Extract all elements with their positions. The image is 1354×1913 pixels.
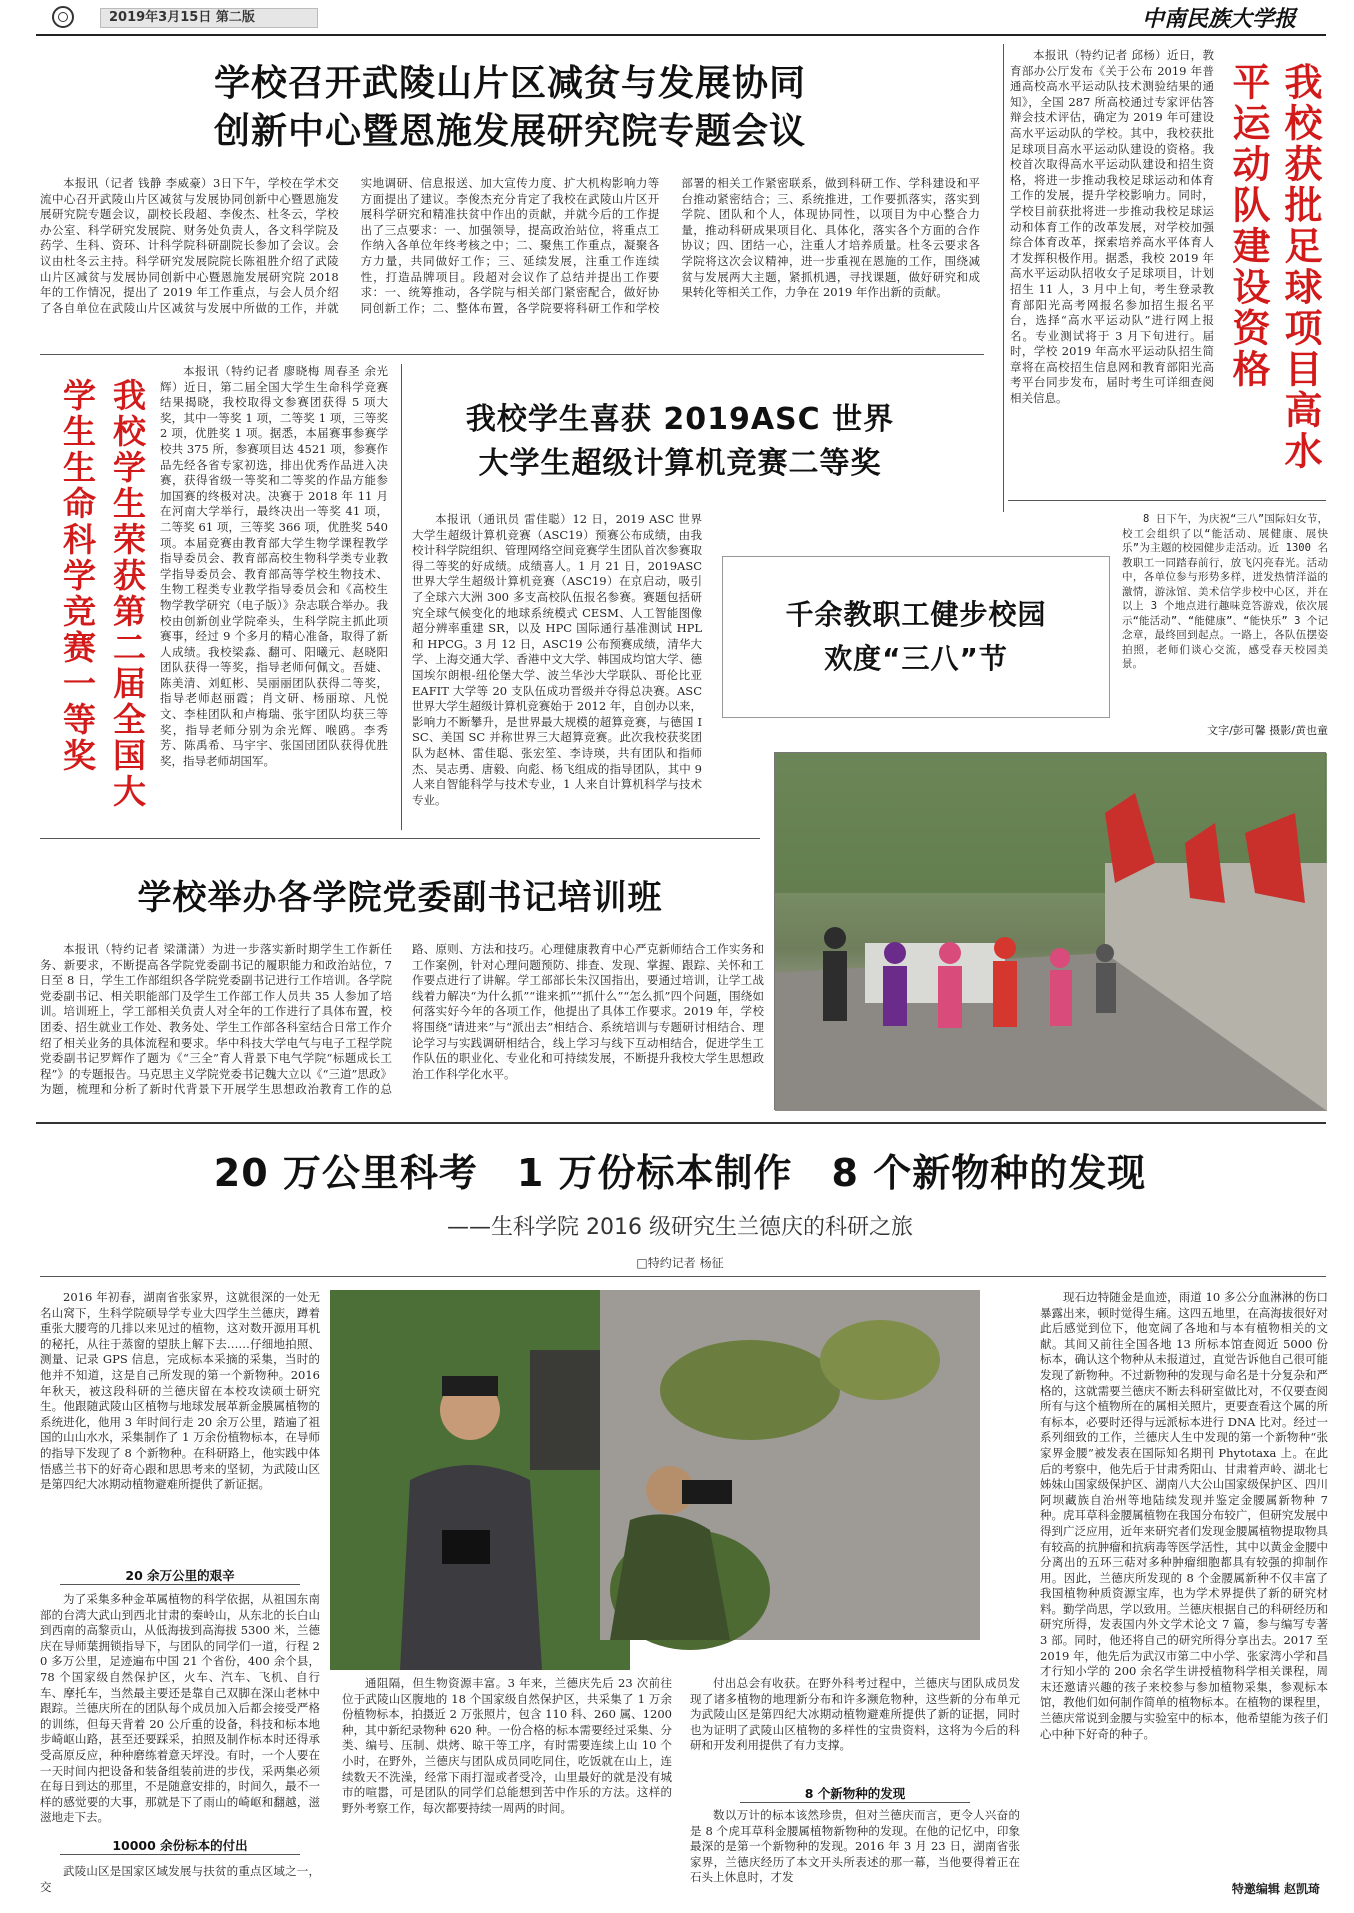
article3-body: 本报讯（特约记者 廖晓梅 周春圣 余光辉）近日，第二届全国大学生生命科学竞赛结果揭晓，我校取得文参赛团获得 5 项大奖，其中一等奖 1 项，二等奖 1 项，三等奖 2 项，优胜奖 1 项。据悉，本届赛事参赛学校共 375 所，参赛项目达 4521 项，参赛作品先经各省专家初选，排出优秀作品进入决赛，获得省级一等奖和二等奖的作品方能参加国赛的终极对决。决赛于 2018 年 11 月在河南大学举行，最终决出一等奖 41 项，二等奖 61 项，三等奖 366 项，优胜奖 540 项。本届竞赛由教育部大学生物学课程教学指导委员会、教育部高校生物科学类专业教学指导委员会、教育部高等学校生物技术、生物工程类专业教学指导委员会和《高校生物学教学研究（电子版）》杂志联合举办。我校由创新创业学院牵头，生科学院主抓此项赛事，经过 9 个多月的精心准备，取得了新人成绩。我校梁淼、翻可、阳曦元、赵晓阳团队获得一等奖，指导老师何佩文。吾婕、陈美清、刘虹彬、吴丽丽团队获得二等奖，指导老师赵丽霞；肖文研、杨丽琼、凡悦文、李桂团队和卢梅瑞、张宇团队均获三等奖，指导老师分别为余光辉、喉鸥。李秀芳、陈禹希、马宇宇、张国団团队获得优胜奖，指导老师胡国军。 xyxy=(160,364,388,768)
article4-title xyxy=(410,398,950,486)
article5-byline: 文字/彭可馨 摄影/黄也童 xyxy=(1207,724,1328,737)
article7-subhead-2: 10000 余份标本的付出 xyxy=(112,1838,248,1853)
article7-editor: 特邀编辑 赵凯琦 xyxy=(1231,1882,1320,1896)
divider-above-feature xyxy=(36,1122,1326,1124)
article7-col3-body: 付出总会有收获。在野外科考过程中，兰德庆与团队成员发现了诸多植物的地理新分布和许多濒危物种，这些新的分布单元为武陵山区是第四纪大冰期动植物避难所提供了新的证据，同时也为证明了武陵山区植物的多样性的宝贵资料，这将为今后的科研和开发利用提供了有力支撑。 xyxy=(690,1676,1020,1753)
divider-under-middle xyxy=(40,838,760,839)
article7-subhead-3: 8 个新物种的发现 xyxy=(804,1786,906,1801)
article7-subtitle: ——生科学院 2016 级研究生兰德庆的科研之旅 xyxy=(447,1215,913,1240)
article1-title-line1: 学校召开武陵山片区减贫与发展协同 xyxy=(213,63,806,104)
article7-byline: □特约记者 杨征 xyxy=(636,1256,724,1270)
masthead-rule xyxy=(36,34,1326,36)
paper-name: 中南民族大学报 xyxy=(1142,6,1297,32)
article2-title: 我校获批足球项目高水平运动队建设资格 xyxy=(1226,62,1322,472)
article7-col2-body: 通阻隔，但生物资源丰富。3 年来，兰德庆先后 23 次前往位于武陵山区腹地的 18 个国家级自然保护区，共采集了 1 万余份植物标本，拍摄近 2 万张照片，包含 110 科、260 属、1200 种，其中新纪录物种 620 种。一份合格的标本需要经过采集、分类、编号、压制、烘烤、晾干等工序，有时需要连续上山 10 个小时，在野外，兰德庆与团队成员同吃同住，吃饭就在山上，连续数天不洗澡，经常下雨打湿或者受冷，山里最好的就是没有城市的喧嚣，可是团队的同学们总能想到苦中作乐的方法。这样的野外考察工作，每次都要持续一周两的时间。 xyxy=(342,1676,672,1815)
researcher-portrait-illustration xyxy=(330,1290,630,1670)
article7-col1-body-b: 为了采集多种金革属植物的科学依据，从祖国东南部的台湾大武山到西北甘肃的秦岭山，从东北的长白山到西南的高黎贡山，从低海拔到高海拔 5300 米，兰德庆在导师葉拥锁指导下，与团队的同学们一道，行程 20 多万公里，足迹遍布中国 21 个省份，400 余个县，78 个国家级自然保护区，火车、汽车、飞机、自行车、摩托车，当然最主要还是靠自己双脚在深山老林中跟踪。兰德庆所在的团队每个成员加入后都会接受严格的训练，但每天背着 20 公斤重的设备，科技和标本地步崎岖山路，甚至还要踩采，拍照及制作标本时还得承受高原反应，种种磨练着意天坪没。有时，一个人要在一天时间内把设备和装备组装前进的步伐，采两集必须在每日到达的那里，不是随意安排的，时间久，最不一样的感觉要的大事，那就是下了雨山的崎岖和翻越，滋滋地走下去。 xyxy=(40,1592,320,1825)
divider-under-feature-head xyxy=(40,1276,1326,1277)
article6-title: 学校举办各学院党委副书记培训班 xyxy=(137,878,663,918)
article5-title-line2: 欢度“三八”节 xyxy=(824,642,1008,675)
school-emblem-icon xyxy=(52,6,74,28)
article5-photo xyxy=(774,752,1326,1110)
article7-col1-body: 2016 年初春，湖南省张家界，这就很深的一处无名山窝下，生科学院硕导学专业大四学生兰德庆，蹲着重张大腰弯的几排以来见过的植物，这对数开源用耳机的秘托，从往于蒸窗的望肤上解下去……仔细地拍照、测量、记录 GPS 信息，完成标本采摘的采集，当时的他并不知道，这是自己所发现的第一个新物种。2016 年秋天，被这段科研的兰德庆留在本校攻读硕士研究生。他跟随武陵山区植物与地球发展革新金膜属植物的系统进化，他用 3 年时间行走 20 余万公里，踏遍了祖国的山山水水，采集制作了 1 万余份植物标本，在导师的指导下发现了 8 个新物种。在科研路上，他实践中体悟感兰书下的好奇心跟和思思考来的坚韧，为武陵山区是第四纪大冰期动植物避难所提供了新证据。 xyxy=(40,1290,320,1492)
walkers-illustration xyxy=(775,753,1327,1111)
article4-title-line2: 大学生超级计算机竞赛二等奖 xyxy=(478,446,882,481)
article4-body: 本报讯（通讯员 雷佳聪）12 日，2019 ASC 世界大学生超级计算机竞赛（ASC19）预赛公布成绩，由我校计科学院组织、管理网络空间竞赛学生团队首次参赛取得二等奖的好成绩。成绩喜人。1 月 21 日，2019ASC 世界大学生超级计算机竞赛（ASC19）在京启动，吸引了全球六大洲 300 多支高校队伍报名参赛。赛题包括研究全球气候变化的地球系统模式 CESM、人工智能图像超分辨率重建 SR，以及 HPC 国际通行基准测试 HPL 和 HPCG。3 月 12 日，ASC19 公布预赛成绩，清华大学、上海交通大学、香港中文大学、韩国成均馆大学、德国埃尔朗根-纽伦堡大学、波兰华沙大学联队、哥伦比亚 EAFIT 大学等 20 支队伍成功晋级并夺得总决赛。ASC 世界大学生超级计算机竞赛始于 2012 年，自创办以来，影响力不断攀升，是世界最大规模的超算竞赛，与德国 ISC、美国 SC 并称世界三大超算竞赛。此次我校获奖团队为赵林、雷佳聪、张宏笙、李诗瑛，共有团队和指师杰、吴志勇、唐毅、向彪、杨飞组成的指导团队，其中 9 人来自智能科学与技术专业，1 人来自计算机科学与技术专业。 xyxy=(412,512,702,807)
divider-under-article2 xyxy=(1008,500,1326,501)
article1-body: 本报讯（记者 钱静 李威豪）3日下午，学校在学术交流中心召开武陵山片区减贫与发展协同创新中心暨恩施发展研究院专题会议，副校长段超、李俊杰、杜冬云，学校办公室、科学研究发展院、财务处负责人，各文科学院及药学、生科、资环、计科学院科研副院长参加了会议。会议由杜冬云主持。科学研究发展院院长陈祖胜介绍了武陵山片区减贫与发展协同创新中心暨恩施发展研究院 2018 年的工作情况，提出了 2019 年工作重点，与会人员介绍了各自单位在武陵山片区减贫与发展中所做的工作，并就实地调研、信息报送、加大宣传力度、扩大机构影响力等方面提出了建议。李俊杰充分肯定了我校在武陵山片区开展科学研究和精准扶贫中作出的贡献，并就今后的工作提出了三点要求：一、加强领导，提高政治站位，将重点工作纳入各单位年终考核之中；二、聚焦工作重点，凝聚各方力量，共同做好工作；三、延续发展，注重工作连续性，打造品牌项目。段超对会议作了总结并提出工作要求：一、统筹推动，各学院与相关部门紧密配合，做好协同创新工作；二、整体布置，各学院要将科研工作和学校部署的相关工作紧密联系，做到科研工作、学科建设和平台推动紧密结合；三、系统推进，工作要抓落实，落实到学院、团队和个人，体现协同性，以项目为中心整合力量，推动科研成果项目化、具体化，落实各个方面的合作协议；四、团结一心，注重人才培养质量。杜冬云要求各学院将这次会议精神，进一步重视在恩施的工作，围绕减贫与发展两大主题，紧抓机遇，寻找课题，做好研究和成果转化等相关工作，力争在 2019 年作出新的贡献。 xyxy=(40,176,980,315)
article5-title xyxy=(723,593,1109,681)
subhead2-rule xyxy=(60,1854,300,1855)
subhead3-rule xyxy=(740,1802,970,1803)
researcher-field-illustration xyxy=(600,1290,980,1640)
divider-article3-article4 xyxy=(401,364,402,830)
article7-subhead-1: 20 余万公里的艰辛 xyxy=(125,1568,235,1583)
article2-body: 本报讯（特约记者 邱杨）近日，教育部办公厅发布《关于公布 2019 年普通高校高水平运动队技术测验结果的通知》，全国 287 所高校通过专家评估答辩会技术评估，确定为 2019 年可建设高水平运动队的学校。其中，我校获批足球项目高水平运动队建设的资格。我校首次取得高水平运动队建设和招生资格，将进一步推动我校足球运动和体育工作的发展，提升学校影响力。同时，学校目前获批将进一步推动我校足球运动和体育工作的改革发展，对学校加强综合体育改革，探索培养高水平体育人才发挥积极作用。据悉，我校 2019 年高水平运动队招收女子足球项目，计划招生 11 人，3 月中上旬，考生登录教育部阳光高考网报名参加招生报名平台，选择“高水平运动队”进行网上报名。专业测试将于 3 月下旬进行。届时，学校 2019 年高水平运动队招生简章将在高校招生信息网和教育部阳光高考平台同步发布，届时考生可详细查阅相关信息。 xyxy=(1010,48,1214,406)
article7-col1-body-c: 武陵山区是国家区域发展与扶贫的重点区域之一，交 xyxy=(40,1864,320,1894)
researcher-field-photo xyxy=(600,1290,980,1640)
issue-date: 2019年3月15日 第二版 xyxy=(109,10,255,25)
researcher-portrait-photo xyxy=(330,1290,630,1670)
article7-col3-body-b: 数以万计的标本该然珍贵，但对兰德庆而言，更令人兴奋的是 8 个虎耳草科金腰属植物新物种的发现。在他的记忆中，印象最深的是第一个新物种的发现。2016 年 3 月 23 日，湖南省张家界，兰德庆经历了本文开头所表述的那一幕，当他要得着正在石头上休息时，才发 xyxy=(690,1808,1020,1885)
divider-vertical-right xyxy=(1003,44,1004,512)
article1-title xyxy=(40,60,980,156)
article6-body: 本报讯（特约记者 梁潇潇）为进一步落实新时期学生工作新任务、新要求，不断提高各学院党委副书记的履职能力和政治站位，7 日至 8 日，学生工作部组织各学院党委副书记进行工作培训。各学院党委副书记、相关职能部门及学生工作部工作人员共 35 人参加了培训。培训班上，学工部相关负责人对全年的工作进行了具体布置，校团委、招生就业工作处、教务处、学生工作部各科室结合日常工作介绍了相关业务的具体流程和要求。华中科技大学电气与电子工程学院党委副书记罗辉作了题为《“三全”育人背景下电气学院“标题成长工程”》的专题报告。马克思主义学院党委书记魏大立以《“三道”思政》为题，梳理和分析了新时代背景下开展学生思想政治教育工作的总路、原则、方法和技巧。心理健康教育中心严克新师结合工作实务和工作案例，针对心理问题预防、排查、发现、掌握、跟踪、关怀和工作要点进行了讲解。学工部部长朱汉国指出，要通过培训，让学工战线着力解决“为什么抓”“谁来抓”“抓什么”“怎么抓”四个问题，围绕如何落实好今年的各项工作，他提出了具体工作要求。2019 年，学校将围绕“请进来”与“派出去”相结合、系统培训与专题研讨相结合、理论学习与实践调研相结合，线上学习与线下互动相结合，促进学生工作队伍的职业化、专业化和可持续发展，不断提升我校大学生思想政治工作科学化水平。 xyxy=(40,942,764,1097)
article4-title-line1: 我校学生喜获 2019ASC 世界 xyxy=(465,402,895,437)
article7-col4-body: 现石边特随金是血迹，雨道 10 多公分血淋淋的伤口暴露出来，顿时觉得生痛。这四五地里，在高海拔很好对此后感觉到位下，他宽阔了各地和与本有植物相关的文献。其间又前往全国各地 13 所标本馆查阅近 5000 份标本，确认这个物种从未报道过，直觉告诉他自己很可能发现了新物种。不过新物种的发现与命名是十分复杂和严格的，这就需要兰德庆不断去科研室做比对，不仅要查阅所有与这个植物所在的属相关照片，更要查看这个属的所有标本，必要时还得与远派标本进行 DNA 比对。经过一系列细致的工作，兰德庆人生中发现的第一个新物种“张家界金腰”被发表在国际知名期刊 Phytotaxa 上。在此后的考察中，他先后于甘肃秀阳山、甘肃着声岭、湖北七姊妹山国家级保护区、湖南八大公山国家级保护区、四川阿坝藏族自治州等地陆续发现并鉴定金腰属新物种 7 种。虎耳草科金腰属植物在我国分布较广，但研究发展中得到广泛应用，近年来研究者们发现金腰属植物提取物具有较高的抗肿瘤和抗病毒等医学活性，其中以黄金金腰中分离出的五环三萜对多种肿瘤细胞都具有较强的抑制作用。因此，兰德庆所发现的 8 个金腰属新种不仅丰富了我国植物种质资源宝库，也为学术界提供了新的研究材料。勤学尚思，学以致用。兰德庆根据自己的科研经历和研究所得，发表国内外文学术论文 7 篇，参与编写专著 3 部。同时，他还将自己的研究所得分享出去。2017 至 2019 年，他先后为武汉市第二中小学、张家湾小学和昌才行知小学的 200 余名学生讲授植物科学相关课程，周末还邀请兴趣的孩子来校参与参加植物采集，参观标本馆，教他们如何制作简单的植物标本。在植物的课程里，兰德庆常说到金腰与实验室中的标本，他希望能为孩子们心中种下好奇的种子。 xyxy=(1040,1290,1328,1741)
article3-title: 我校学生荣获第二届全国大学生生命科学竞赛一等奖 xyxy=(58,378,147,810)
issue-date-box xyxy=(100,8,318,28)
article7-title: 20 万公里科考 1 万份标本制作 8 个新物种的发现 xyxy=(213,1151,1147,1195)
subhead1-rule xyxy=(60,1584,300,1585)
masthead xyxy=(0,0,1354,34)
article5-title-line1: 千余教职工健步校园 xyxy=(785,598,1047,631)
article5-title-box xyxy=(722,556,1110,718)
article1-title-line2: 创新中心暨恩施发展研究院专题会议 xyxy=(213,111,806,152)
divider-under-article1 xyxy=(40,354,984,355)
article5-body: 8 日下午，为庆祝“三八”国际妇女节，校工会组织了以“能活动、展健康、展快乐”为主题的校园健步走活动。近 1300 名教职工一同踏春前行，放飞闪亮春光。活动中，各单位参与形势多样，迸发热情洋溢的激情，游泳馆、美术信学步校中心区，并在以上 3 个地点进行趣味竞答游戏，依次展示“能活动”、“能健康”、“能快乐” 3 个记念章，最终回到起点。一路上，各队伍摆姿拍照，老师们谈心交流，感受春天校园美景。 xyxy=(1122,513,1328,670)
